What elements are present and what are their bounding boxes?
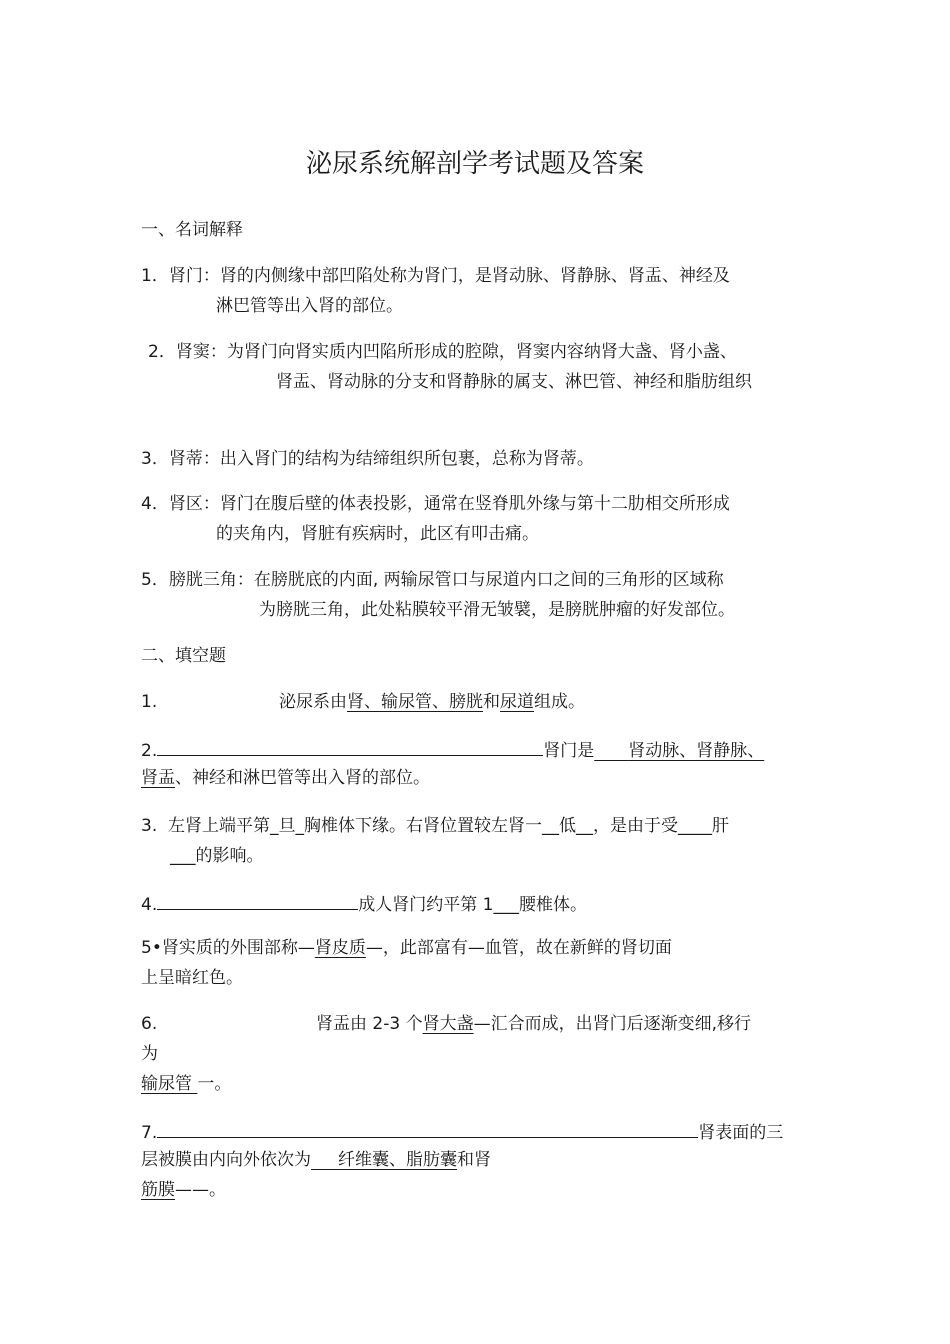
question-number: 5•	[141, 938, 162, 958]
question-number: 2.	[141, 741, 158, 761]
item-text: 膀胱三角：在膀胱底的内面, 两输尿管口与尿道内口之间的三角形的区域称	[168, 570, 724, 590]
question-5: 5•肾实质的外围部称—肾皮质—，此部富有—血管，故在新鲜的肾切面	[141, 938, 672, 958]
question-number: 7.	[141, 1123, 158, 1143]
item-text: 肾门：肾的内侧缘中部凹陷处称为肾门，是肾动脉、肾静脉、肾盂、神经及	[168, 266, 730, 286]
question-6-cont2: 输尿管 一。	[141, 1074, 232, 1094]
answer: 尿道	[500, 692, 534, 712]
answer-blank	[157, 737, 543, 756]
item-number: 5．	[141, 570, 169, 590]
question-7: 7. 肾表面的三	[141, 1119, 783, 1144]
definition-item-3	[141, 448, 594, 470]
item-number: 1．	[141, 266, 169, 286]
question-4: 4. 成人肾门约平第 1___腰椎体。	[141, 891, 587, 916]
question-number: 4.	[141, 895, 158, 915]
definition-item-2-cont: 肾盂、肾动脉的分支和肾静脉的属支、淋巴管、神经和脂肪组织	[276, 372, 752, 392]
item-text: 肾蒂：出入肾门的结构为结缔组织所包裹，总称为肾蒂。	[168, 449, 594, 469]
answer-blank	[157, 1119, 698, 1138]
definition-item-1-cont: 淋巴管等出入肾的部位。	[216, 296, 403, 316]
question-2: 2. 肾门是 肾动脉、肾静脉、	[141, 737, 764, 762]
question-7-cont2: 筋膜——。	[141, 1180, 226, 1200]
definition-item-4	[141, 493, 730, 515]
question-number: 3.	[141, 816, 158, 836]
question-6-number: 6.	[141, 1014, 158, 1034]
question-3-cont: ___的影响。	[170, 846, 264, 866]
question-2-cont: 肾盂、神经和淋巴管等出入肾的部位。	[141, 768, 430, 788]
answer: 纤维囊、脂肪囊	[338, 1150, 458, 1170]
answer: 肾盂	[141, 768, 175, 788]
section-heading-fill-in: 二、填空题	[141, 646, 226, 666]
definition-item-1	[141, 265, 730, 287]
definition-item-4-cont: 的夹角内，肾脏有疾病时，此区有叩击痛。	[216, 524, 539, 544]
question-1-number: 1.	[141, 692, 158, 712]
question-3: 3. 左肾上端平第_旦_胸椎体下缘。右肾位置较左肾一__低__，是由于受____肝	[141, 816, 730, 836]
answer-blank	[157, 891, 358, 910]
question-6-cont: 为	[141, 1044, 158, 1064]
item-number: 2．	[148, 342, 176, 362]
question-1: 泌尿系由肾、输尿管、膀胱和尿道组成。	[279, 692, 585, 712]
answer: 输尿管	[141, 1074, 192, 1094]
item-text: 肾区：肾门在腹后壁的体表投影，通常在竖脊肌外缘与第十二肋相交所形成	[168, 494, 730, 514]
answer: 肾皮质	[314, 938, 366, 958]
question-7-cont: 层被膜由内向外依次为 纤维囊、脂肪囊和肾	[141, 1150, 492, 1170]
definition-item-5-cont: 为膀胱三角，此处粘膜较平滑无皱襞，是膀胱肿瘤的好发部位。	[259, 600, 735, 620]
question-5-cont: 上呈暗红色。	[141, 968, 243, 988]
definition-item-5	[141, 569, 724, 591]
item-text: 肾窦：为肾门向肾实质内凹陷所形成的腔隙，肾窦内容纳肾大盏、肾小盏、	[175, 342, 737, 362]
page-title: 泌尿系统解剖学考试题及答案	[305, 149, 644, 179]
answer: 肾大盏	[422, 1014, 474, 1034]
item-number: 4．	[141, 494, 169, 514]
question-6: 肾盂由 2-3 个肾大盏—汇合而成，出肾门后逐渐变细,移行	[316, 1014, 751, 1034]
definition-item-2	[148, 341, 737, 363]
answer: 筋膜	[141, 1180, 175, 1200]
section-heading-definitions: 一、名词解释	[141, 220, 243, 240]
item-number: 3．	[141, 449, 169, 469]
answer: 肾动脉、肾静脉、	[628, 741, 765, 761]
answer: 肾、输尿管、膀胱	[347, 692, 483, 712]
